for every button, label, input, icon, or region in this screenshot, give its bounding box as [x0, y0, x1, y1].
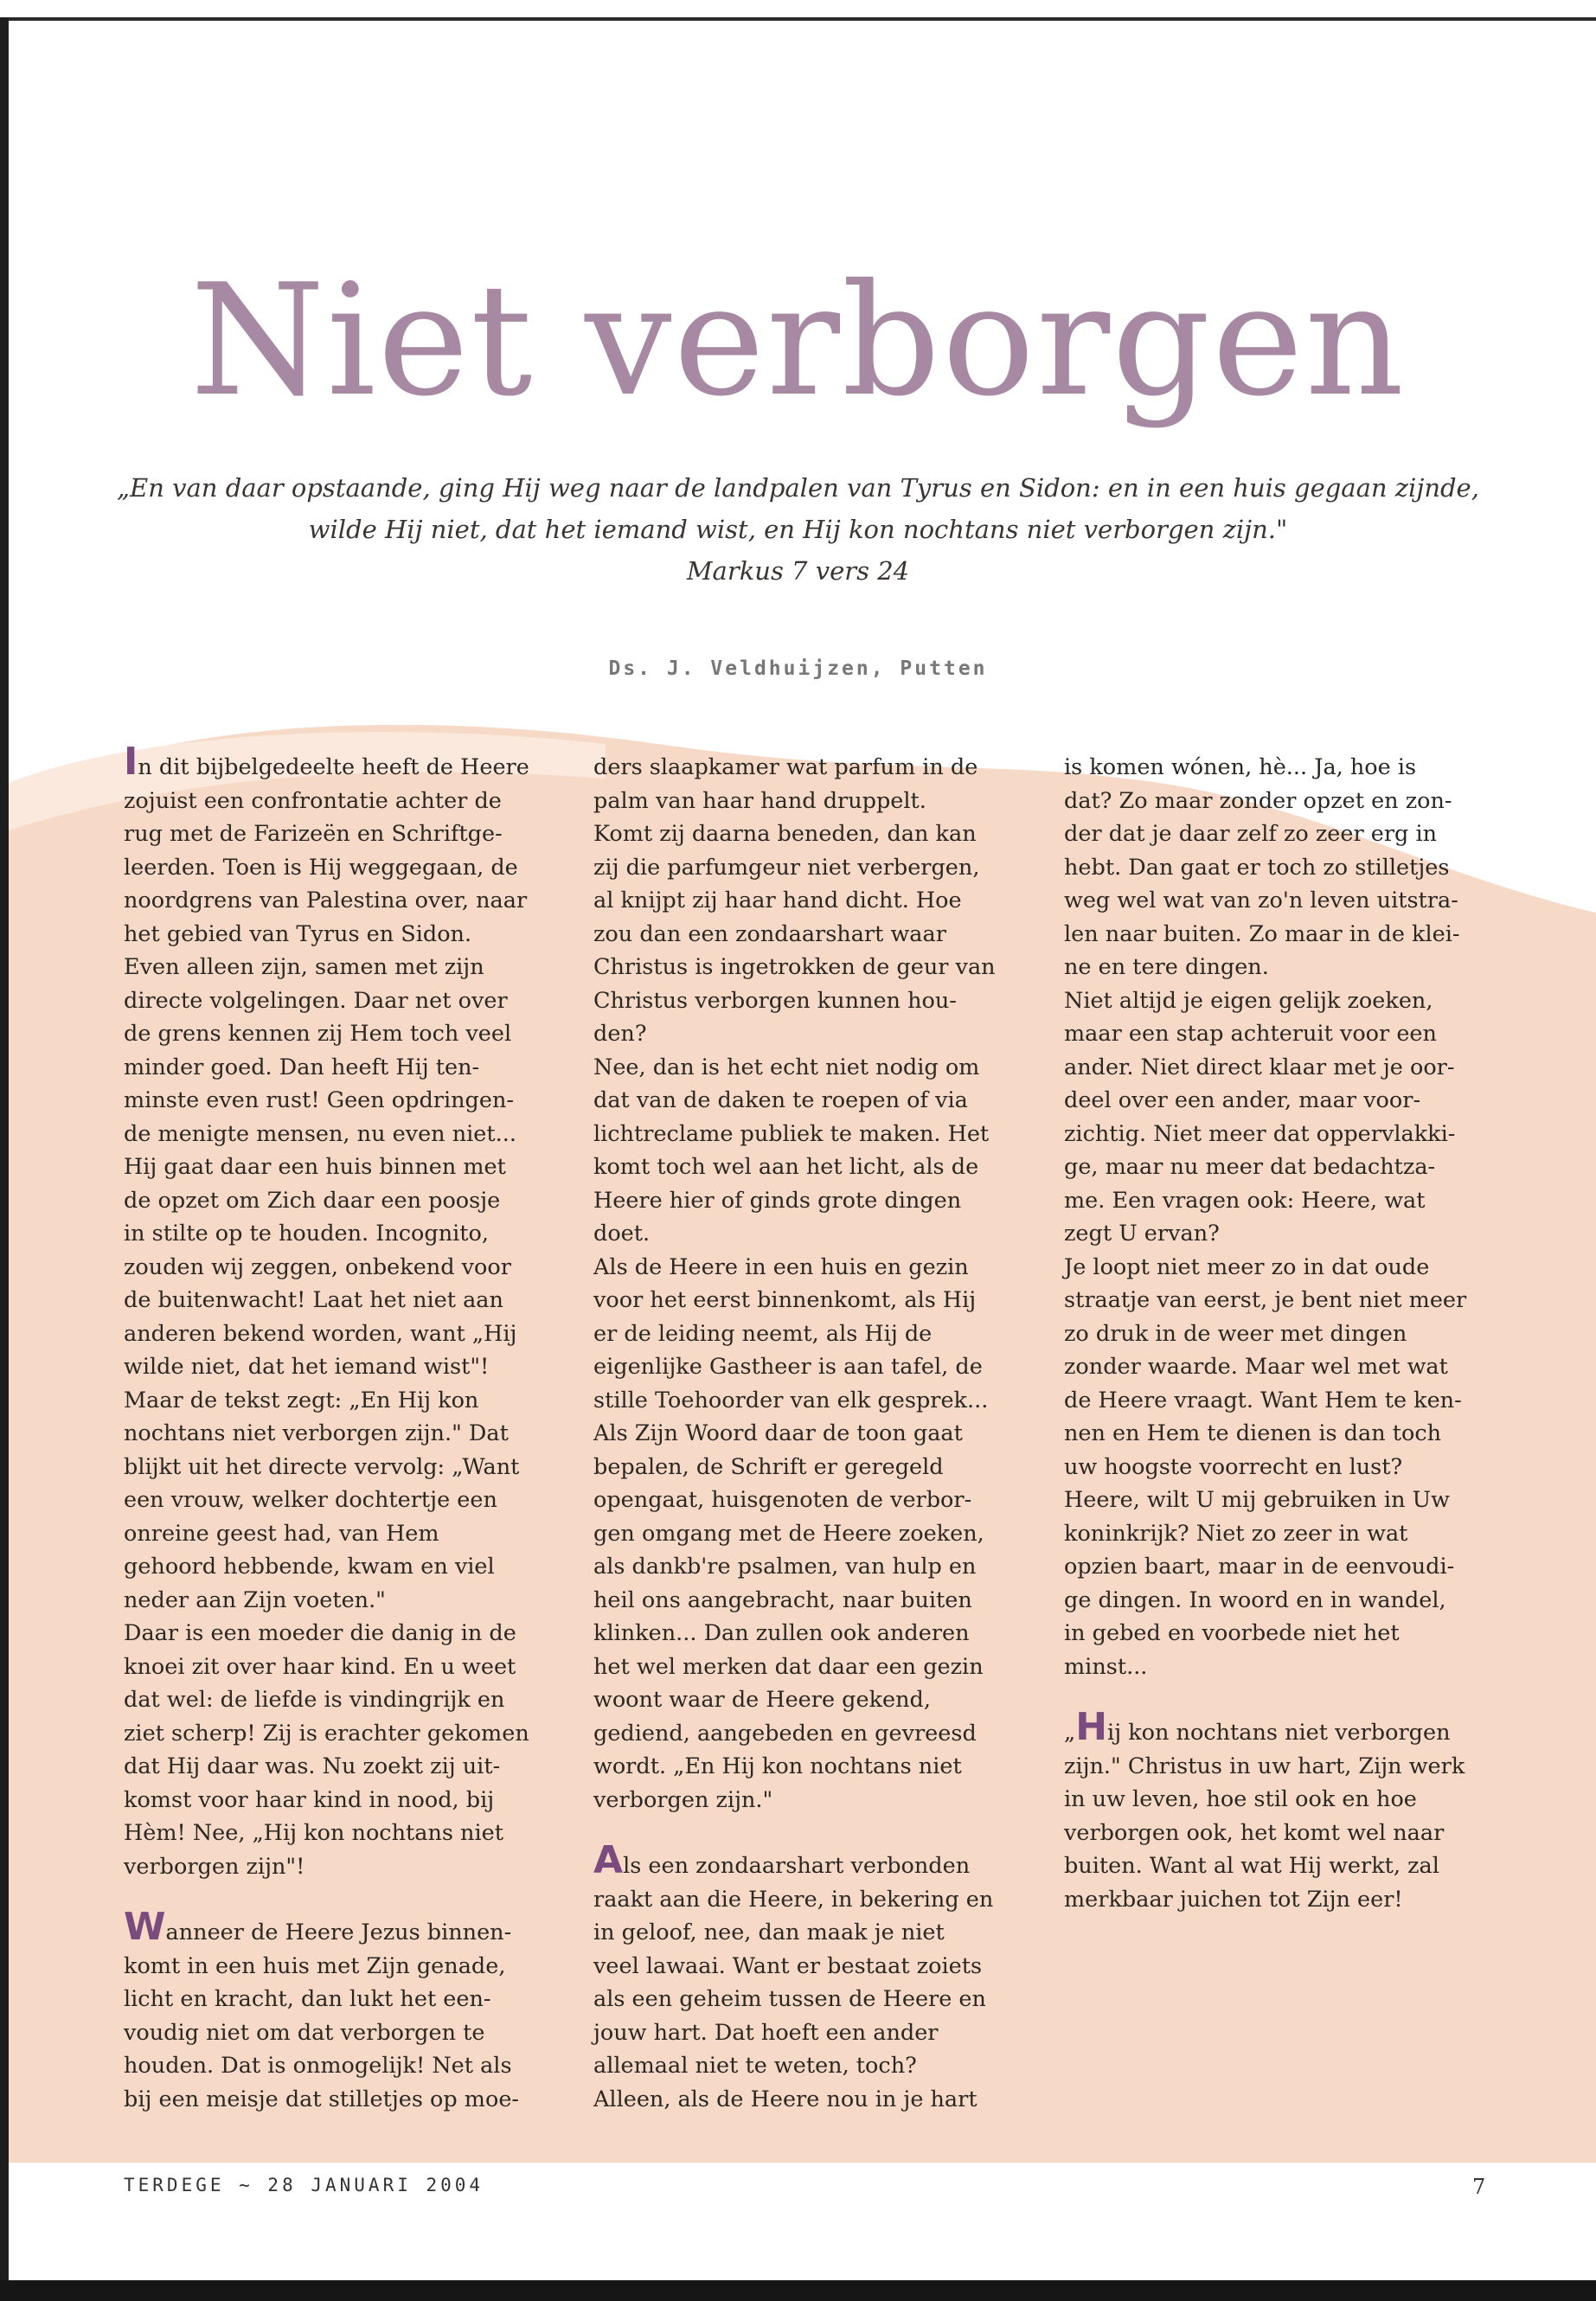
publication-footer: TERDEGE ~ 28 JANUARI 2004	[124, 2175, 484, 2195]
paragraph	[124, 1905, 574, 2116]
drop-initial: A	[593, 1838, 624, 1882]
drop-initial: I	[124, 740, 138, 784]
paragraph	[1064, 751, 1514, 1683]
page-number: 7	[1472, 2175, 1486, 2199]
scripture-reference: Markus 7 vers 24	[686, 556, 910, 586]
paragraph-text: ls een zondaarshart verbonden raakt aan die Heere, in bekering en in geloof, nee, dan maak je niet veel lawaai. Want er bestaat zoiets als een geheim tussen de Heere en jouw hart. Dat hoeft een ander allemaal niet te weten, toch? Alleen, als de Heere nou in je hart	[593, 1853, 994, 2112]
bottom-rule	[0, 2280, 1596, 2301]
paragraph	[593, 1838, 1043, 2116]
paragraph	[1064, 1705, 1514, 1916]
article-title: Niet verborgen	[189, 251, 1407, 430]
author-byline: Ds. J. Veldhuijzen, Putten	[608, 657, 988, 680]
text-column-2	[593, 751, 1043, 2116]
paragraph-text: anneer de Heere Jezus binnen- komt in een huis met Zijn genade, licht en kracht, dan lukt het een- voudig niet om dat verborgen te houden. Dat is onmogelijk! Net als bij een meisje dat stilletjes op moe-	[124, 1920, 520, 2112]
top-rule	[0, 17, 1596, 21]
drop-initial: W	[124, 1905, 166, 1949]
paragraph-text: ij kon nochtans niet verborgen zijn." Christus in uw hart, Zijn werk in uw leven, hoe stil ook en hoe verborgen ook, het komt wel naar buiten. Want al wat Hij werkt, zal merkbaar juichen tot Zijn eer!	[1064, 1720, 1465, 1913]
paragraph-text: ders slaapkamer wat parfum in de palm van haar hand druppelt. Komt zij daarna beneden, dan kan zij die parfumgeur niet verbergen, al knijpt zij haar hand dicht. Hoe zou dan een zondaarshart waar Christus is ingetrokken de geur van Christus verborgen kunnen hou- den? Nee, dan is het echt niet nodig om dat van de daken te roepen of via lichtreclame publiek te maken. Het komt toch wel aan het licht, als de Heere hier of ginds grote dingen doet. Als de Heere in een huis en gezin voor het eerst binnenkomt, als Hij er de leiding neemt, als Hij de eigenlijke Gastheer is aan tafel, de stille Toehoorder van elk gesprek... Als Zijn Woord daar de toon gaat bepalen, de Schrift er geregeld opengaat, huisgenoten de verbor- gen omgang met de Heere zoeken, als dankb're psalmen, van hulp en heil ons aangebracht, naar buiten klinken... Dan zullen ook anderen het wel merken dat daar een gezin woont waar de Heere gekend, gediend, aangebeden en gevreesd wordt. „En Hij kon nochtans niet verborgen zijn."	[593, 754, 996, 1813]
opening-quote-mark: „	[1064, 1720, 1076, 1746]
text-column-1	[124, 740, 574, 2116]
scripture-quote: „En van daar opstaande, ging Hij weg naar de landpalen van Tyrus en Sidon: en in een huis gegaan zijnde, wilde Hij niet, dat het iemand wist, en Hij kon nochtans niet verborgen zijn."	[117, 473, 1479, 544]
paragraph	[124, 740, 574, 1883]
drop-initial: H	[1075, 1705, 1108, 1749]
paragraph-text: n dit bijbelgedeelte heeft de Heere zojuist een confrontatie achter de rug met de Farizeën en Schriftge- leerden. Toen is Hij weggegaan, de noordgrens van Palestina over, naar het gebied van Tyrus en Sidon. Even alleen zijn, samen met zijn directe volgelingen. Daar net over de grens kennen zij Hem toch veel minder goed. Dan heeft Hij ten- minste even rust! Geen opdringen- de menigte mensen, nu even niet... Hij gaat daar een huis binnen met de opzet om Zich daar een poosje in stilte op te houden. Incognito, zouden wij zeggen, onbekend voor de buitenwacht! Laat het niet aan anderen bekend worden, want „Hij wilde niet, dat het iemand wist"! Maar de tekst zegt: „En Hij kon nochtans niet verborgen zijn." Dat blijkt uit het directe vervolg: „Want een vrouw, welker dochtertje een onreine geest had, van Hem gehoord hebbende, kwam en viel neder aan Zijn voeten." Daar is een moeder die danig in de knoei zit over haar kind. En u weet dat wel: de liefde is vindingrijk en ziet scherp! Zij is erachter gekomen dat Hij daar was. Nu zoekt zij uit- komst voor haar kind in nood, bij Hèm! Nee, „Hij kon nochtans niet verborgen zijn"!	[124, 754, 529, 1880]
paragraph-text: is komen wónen, hè... Ja, hoe is dat? Zo maar zonder opzet en zon- der dat je daar zelf zo zeer erg in hebt. Dan gaat er toch zo stilletjes weg wel wat van zo'n leven uitstra- len naar buiten. Zo maar in de klei- ne en tere dingen. Niet altijd je eigen gelijk zoeken, maar een stap achteruit voor een ander. Niet direct klaar met je oor- deel over een ander, maar voor- zichtig. Niet meer dat oppervlakki- ge, maar nu meer dat bedachtza- me. Een vragen ook: Heere, wat zegt U ervan? Je loopt niet meer zo in dat oude straatje van eerst, je bent niet meer zo druk in de weer met dingen zonder waarde. Maar wel met wat de Heere vraagt. Want Hem te ken- nen en Hem te dienen is dan toch uw hoogste voorrecht en lust? Heere, wilt U mij gebruiken in Uw koninkrijk? Niet zo zeer in wat opzien baart, maar in de eenvoudi- ge dingen. In woord en in wandel, in gebed en voorbede niet het minst...	[1064, 754, 1467, 1680]
text-column-3	[1064, 751, 1514, 1916]
paragraph	[593, 751, 1043, 1817]
